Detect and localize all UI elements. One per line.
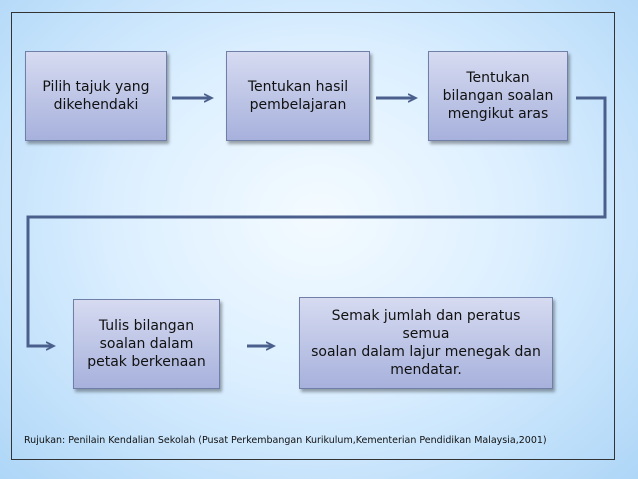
step-label: Pilih tajuk yang dikehendaki xyxy=(42,79,150,113)
step-box-question-count-by-level xyxy=(428,51,568,141)
step-box-write-question-count xyxy=(73,299,220,389)
step-label: Tentukan hasil pembelajaran xyxy=(247,79,349,113)
step-label: Tentukan bilangan soalan mengikut aras xyxy=(442,70,554,122)
reference-caption: Rujukan: Penilain Kendalian Sekolah (Pusat Perkembangan Kurikulum,Kementerian Pendidikan Malaysia,2001) xyxy=(24,435,547,446)
step-box-learning-outcomes xyxy=(226,51,370,141)
step-box-check-totals xyxy=(299,297,553,389)
step-label: Semak jumlah dan peratus semua soalan dalam lajur menegak dan mendatar. xyxy=(311,308,541,378)
step-label: Tulis bilangan soalan dalam petak berkenaan xyxy=(87,318,206,370)
step-box-choose-topic xyxy=(25,51,167,141)
